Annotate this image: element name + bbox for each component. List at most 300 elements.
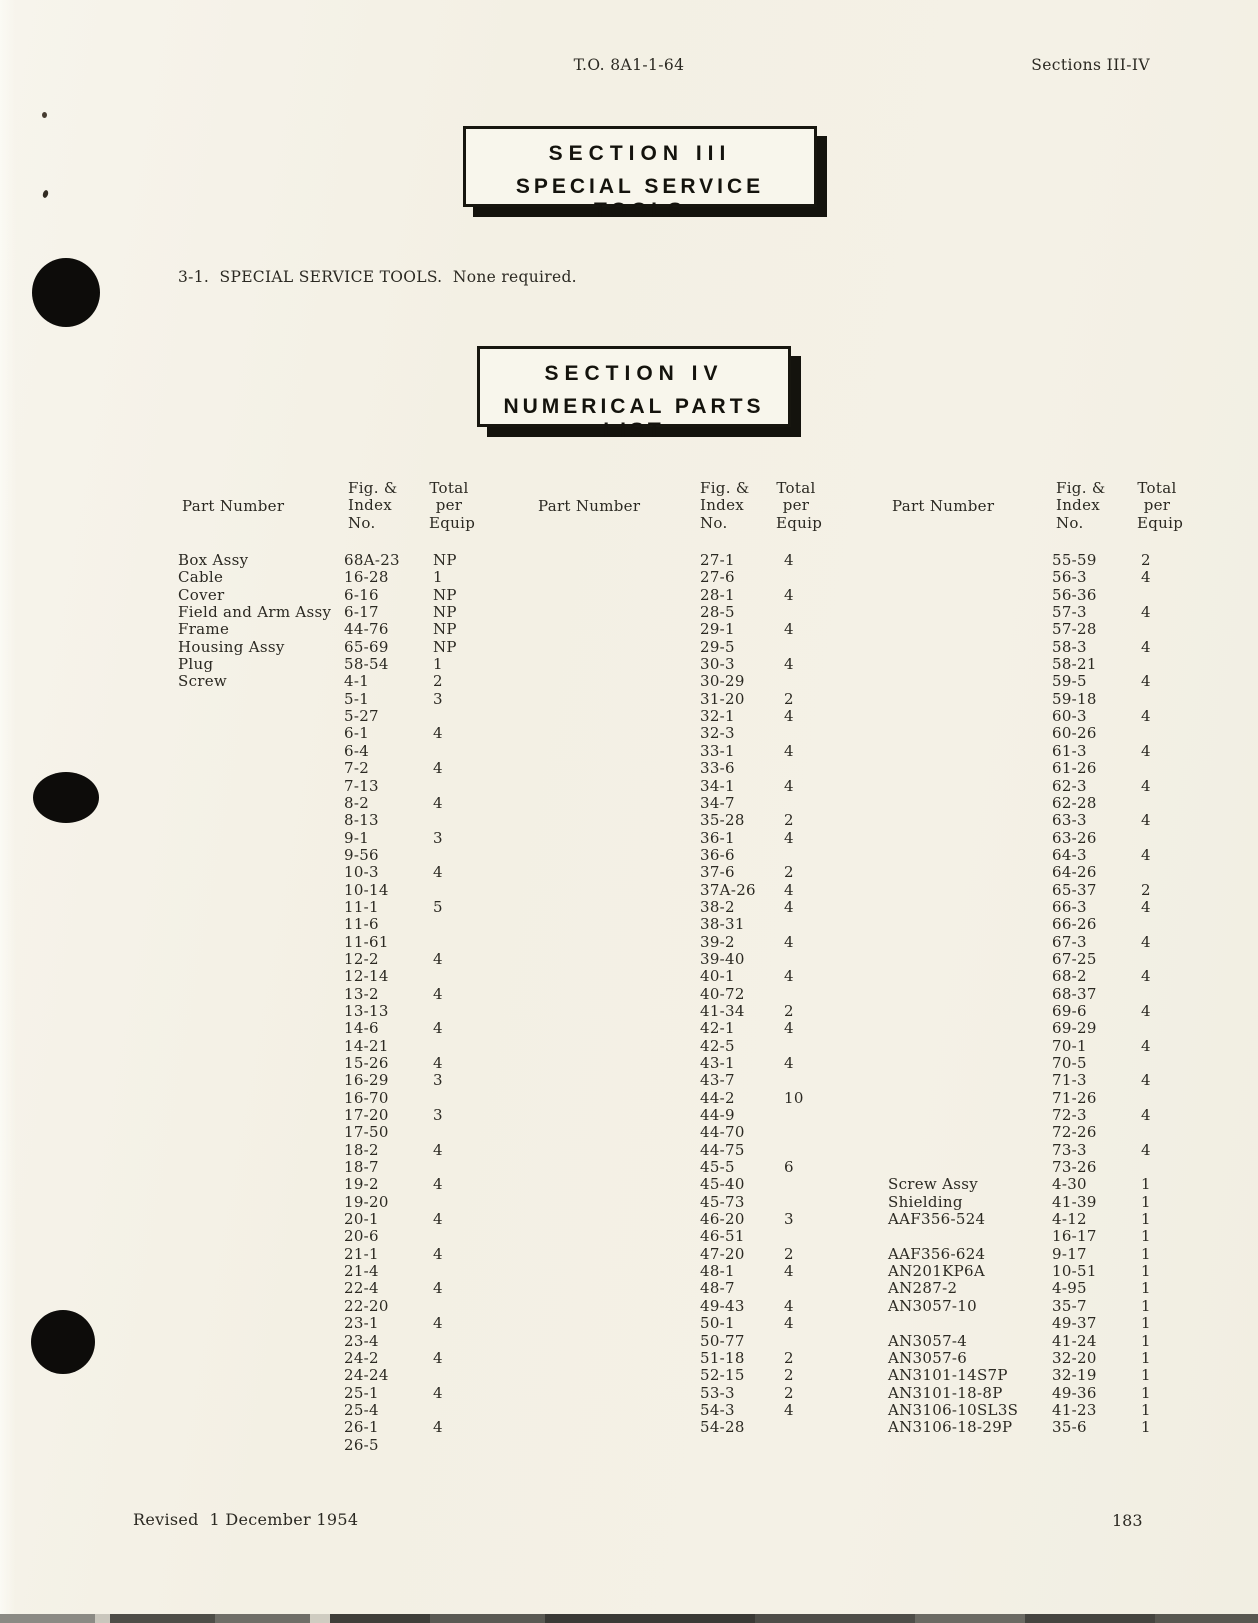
part-number-cell [178, 1419, 340, 1436]
total-per-equip-cell [1133, 760, 1183, 777]
fig-index-cell: 14-6 [344, 1019, 379, 1038]
total-per-equip-cell: 1 [1141, 1383, 1151, 1402]
total-per-equip-cell [425, 743, 475, 760]
total-per-equip-cell: 2 [784, 1366, 794, 1385]
total-per-equip-cell [776, 986, 826, 1003]
fig-index-cell: 58-3 [1052, 637, 1087, 656]
table-row [508, 656, 826, 673]
table-row [888, 1124, 1187, 1141]
total-per-equip-cell [1133, 830, 1183, 847]
part-number-cell [178, 1367, 340, 1384]
fig-index-cell: 4-30 [1052, 1175, 1087, 1194]
total-per-equip-cell: 2 [784, 1001, 794, 1020]
table-row [888, 916, 1187, 933]
fig-index-cell: 44-70 [700, 1123, 745, 1142]
part-number-cell [178, 1159, 340, 1176]
total-per-equip-cell: 4 [784, 1400, 794, 1419]
table-row [178, 795, 479, 812]
total-per-equip-cell: 4 [1141, 811, 1151, 830]
table-row [178, 569, 479, 586]
fig-index-cell: 23-4 [344, 1331, 379, 1350]
fig-index-cell: 57-3 [1052, 603, 1087, 622]
fig-index-cell: 25-1 [344, 1383, 379, 1402]
total-per-equip-cell: 3 [433, 828, 443, 847]
total-per-equip-cell: 1 [1141, 1244, 1151, 1263]
table-row [508, 934, 826, 951]
parts-table-group-2 [508, 480, 826, 1437]
fig-index-cell: 48-1 [700, 1262, 735, 1281]
table-row [888, 1020, 1187, 1037]
total-per-equip-cell [1133, 951, 1183, 968]
table-row [508, 1211, 826, 1228]
part-number-cell [888, 1072, 1048, 1089]
table-row [508, 1124, 826, 1141]
total-per-equip-cell [1133, 1090, 1183, 1107]
fig-index-cell: 34-7 [700, 793, 735, 812]
part-number-cell [888, 778, 1048, 795]
table-row [178, 1090, 479, 1107]
part-number-cell: AN3057-6 [888, 1348, 968, 1367]
total-per-equip-cell [425, 1159, 475, 1176]
total-per-equip-cell [776, 639, 826, 656]
table-row [888, 1194, 1187, 1211]
total-per-equip-cell: 2 [433, 672, 443, 691]
table-row [888, 621, 1187, 638]
fig-index-cell: 41-39 [1052, 1192, 1097, 1211]
fig-index-cell: 61-3 [1052, 741, 1087, 760]
table-row [508, 673, 826, 690]
fig-index-cell: 62-28 [1052, 793, 1097, 812]
table-row [508, 1350, 826, 1367]
part-number-cell [508, 1350, 696, 1367]
table-row [888, 587, 1187, 604]
fig-index-cell: 67-3 [1052, 932, 1087, 951]
column-header-fig-index: Fig. & Index No. [348, 479, 398, 532]
part-number-cell [178, 1003, 340, 1020]
total-per-equip-cell [1133, 1020, 1183, 1037]
table-row [508, 587, 826, 604]
part-number-cell [888, 569, 1048, 586]
binder-hole-dot [33, 772, 99, 823]
table-row [508, 1107, 826, 1124]
total-per-equip-cell: 1 [1141, 1348, 1151, 1367]
part-number-cell [508, 1228, 696, 1245]
fig-index-cell: 11-1 [344, 897, 379, 916]
table-row [178, 1367, 479, 1384]
part-number-cell [178, 1385, 340, 1402]
paragraph-3-1: 3-1. SPECIAL SERVICE TOOLS. None required. [178, 268, 577, 286]
fig-index-cell: 68-2 [1052, 967, 1087, 986]
part-number-cell [508, 691, 696, 708]
table-row [888, 830, 1187, 847]
fig-index-cell: 66-3 [1052, 897, 1087, 916]
table-row [888, 1298, 1187, 1315]
part-number-cell [508, 1367, 696, 1384]
table-row [508, 1263, 826, 1280]
total-per-equip-cell: 4 [784, 1262, 794, 1281]
part-number-cell [178, 1211, 340, 1228]
part-number-cell [508, 1211, 696, 1228]
table-row [888, 1385, 1187, 1402]
table-row [888, 1003, 1187, 1020]
part-number-cell [178, 1142, 340, 1159]
total-per-equip-cell: 4 [433, 1314, 443, 1333]
fig-index-cell: 49-43 [700, 1296, 745, 1315]
part-number-cell [178, 1107, 340, 1124]
total-per-equip-cell [776, 951, 826, 968]
total-per-equip-cell: 4 [1141, 967, 1151, 986]
total-per-equip-cell: 1 [1141, 1210, 1151, 1229]
fig-index-cell: 10-51 [1052, 1262, 1097, 1281]
total-per-equip-cell: 4 [784, 828, 794, 847]
total-per-equip-cell [1133, 986, 1183, 1003]
total-per-equip-cell: 4 [784, 585, 794, 604]
total-per-equip-cell [425, 968, 475, 985]
total-per-equip-cell: 4 [784, 655, 794, 674]
column-header-fig-index: Fig. & Index No. [700, 479, 750, 532]
table-row [178, 1315, 479, 1332]
total-per-equip-cell [776, 1194, 826, 1211]
part-number-cell: Plug [178, 655, 214, 674]
part-number-cell [178, 847, 340, 864]
fig-index-cell: 72-26 [1052, 1123, 1097, 1142]
part-number-cell [888, 691, 1048, 708]
total-per-equip-cell [425, 1038, 475, 1055]
fig-index-cell: 33-6 [700, 759, 735, 778]
total-per-equip-cell [776, 847, 826, 864]
table-row [178, 1142, 479, 1159]
fig-index-cell: 60-3 [1052, 707, 1087, 726]
total-per-equip-cell: 1 [433, 568, 443, 587]
total-per-equip-cell: 4 [433, 984, 443, 1003]
total-per-equip-cell [425, 778, 475, 795]
part-number-cell [508, 552, 696, 569]
table-row [508, 778, 826, 795]
fig-index-cell: 58-21 [1052, 655, 1097, 674]
fig-index-cell: 10-3 [344, 863, 379, 882]
fig-index-cell: 65-69 [344, 637, 389, 656]
part-number-cell [508, 1072, 696, 1089]
part-number-cell: Cable [178, 568, 224, 587]
table-row [178, 1333, 479, 1350]
total-per-equip-cell [425, 1228, 475, 1245]
table-row [888, 552, 1187, 569]
total-per-equip-cell: 4 [1141, 672, 1151, 691]
table-row [888, 1315, 1187, 1332]
total-per-equip-cell [776, 673, 826, 690]
fig-index-cell: 51-18 [700, 1348, 745, 1367]
table-row [178, 691, 479, 708]
fig-index-cell: 73-26 [1052, 1158, 1097, 1177]
table-row [508, 795, 826, 812]
fig-index-cell: 27-1 [700, 551, 735, 570]
fig-index-cell: 52-15 [700, 1366, 745, 1385]
footer-revision-date: Revised 1 December 1954 [133, 1510, 359, 1529]
part-number-cell [178, 1228, 340, 1245]
part-number-cell [508, 708, 696, 725]
fig-index-cell: 48-7 [700, 1279, 735, 1298]
fig-index-cell: 15-26 [344, 1054, 389, 1072]
table-row [888, 795, 1187, 812]
part-number-cell [508, 916, 696, 933]
total-per-equip-cell [425, 1194, 475, 1211]
part-number-cell: AN201KP6A [888, 1262, 985, 1281]
part-number-cell [888, 847, 1048, 864]
part-number-cell [888, 1159, 1048, 1176]
total-per-equip-cell: 4 [1141, 741, 1151, 760]
total-per-equip-cell [1133, 1055, 1183, 1072]
table-row [508, 864, 826, 881]
total-per-equip-cell: 1 [1141, 1192, 1151, 1211]
part-number-cell [178, 1176, 340, 1193]
table-row [888, 708, 1187, 725]
part-number-cell [178, 708, 340, 725]
table-row [178, 968, 479, 985]
total-per-equip-cell [776, 1038, 826, 1055]
scan-speck [42, 189, 49, 198]
part-number-cell [178, 1194, 340, 1211]
part-number-cell [178, 1298, 340, 1315]
fig-index-cell: 64-26 [1052, 863, 1097, 882]
fig-index-cell: 43-1 [700, 1054, 735, 1072]
table-row [888, 1055, 1187, 1072]
total-per-equip-cell: 4 [433, 863, 443, 882]
part-number-cell [178, 1333, 340, 1350]
fig-index-cell: 38-31 [700, 915, 745, 934]
part-number-cell: AN3106-10SL3S [888, 1400, 1019, 1419]
fig-index-cell: 5-1 [344, 689, 370, 708]
part-number-cell [888, 725, 1048, 742]
table-row [888, 1176, 1187, 1193]
table-row [178, 1280, 479, 1297]
total-per-equip-cell: 4 [784, 776, 794, 795]
fig-index-cell: 39-2 [700, 932, 735, 951]
table-row [508, 743, 826, 760]
part-number-cell [888, 743, 1048, 760]
table-row [508, 968, 826, 985]
table-row [178, 830, 479, 847]
column-header-part-number: Part Number [538, 496, 641, 515]
part-number-cell [508, 1315, 696, 1332]
fig-index-cell: 63-3 [1052, 811, 1087, 830]
part-number-cell [888, 812, 1048, 829]
table-row [888, 1246, 1187, 1263]
total-per-equip-cell: 4 [433, 1383, 443, 1402]
fig-index-cell: 18-2 [344, 1140, 379, 1159]
table-row [888, 812, 1187, 829]
table-row [508, 1090, 826, 1107]
part-number-cell [508, 1159, 696, 1176]
table-row [178, 1003, 479, 1020]
total-per-equip-cell: 4 [433, 949, 443, 968]
part-number-cell [508, 864, 696, 881]
part-number-cell [888, 1124, 1048, 1141]
fig-index-cell: 16-28 [344, 568, 389, 587]
total-per-equip-cell: 4 [433, 793, 443, 812]
part-number-cell [508, 1142, 696, 1159]
part-number-cell [888, 1003, 1048, 1020]
total-per-equip-cell [1133, 621, 1183, 638]
table-row [888, 1228, 1187, 1245]
total-per-equip-cell: 1 [1141, 1296, 1151, 1315]
table-row [888, 1419, 1187, 1436]
table-row [888, 951, 1187, 968]
total-per-equip-cell [776, 725, 826, 742]
fig-index-cell: 54-28 [700, 1418, 745, 1437]
table-row [178, 552, 479, 569]
fig-index-cell: 9-1 [344, 828, 370, 847]
total-per-equip-cell [425, 882, 475, 899]
total-per-equip-cell: NP [433, 603, 457, 622]
part-number-cell [178, 882, 340, 899]
fig-index-cell: 30-3 [700, 655, 735, 674]
table-row [178, 1228, 479, 1245]
total-per-equip-cell: 3 [433, 1071, 443, 1090]
part-number-cell [508, 1419, 696, 1436]
table-row [508, 1246, 826, 1263]
total-per-equip-cell [1133, 916, 1183, 933]
table-rows-group-2 [508, 552, 826, 1437]
part-number-cell [888, 604, 1048, 621]
part-number-cell [178, 1315, 340, 1332]
table-row [508, 760, 826, 777]
table-row [178, 656, 479, 673]
total-per-equip-cell [425, 916, 475, 933]
part-number-cell [888, 1055, 1048, 1072]
fig-index-cell: 36-6 [700, 845, 735, 864]
table-row [508, 951, 826, 968]
fig-index-cell: 22-20 [344, 1296, 389, 1315]
total-per-equip-cell: 4 [433, 1019, 443, 1038]
table-row [508, 1003, 826, 1020]
table-row [888, 760, 1187, 777]
total-per-equip-cell [776, 1280, 826, 1297]
fig-index-cell: 50-77 [700, 1331, 745, 1350]
total-per-equip-cell: NP [433, 585, 457, 604]
part-number-cell: AN3057-10 [888, 1296, 977, 1315]
part-number-cell [178, 1090, 340, 1107]
part-number-cell [508, 1055, 696, 1072]
fig-index-cell: 11-61 [344, 932, 389, 951]
total-per-equip-cell: 5 [433, 897, 443, 916]
table-row [888, 1142, 1187, 1159]
part-number-cell [508, 1107, 696, 1124]
total-per-equip-cell: 6 [784, 1158, 794, 1177]
fig-index-cell: 29-5 [700, 637, 735, 656]
fig-index-cell: 53-3 [700, 1383, 735, 1402]
part-number-cell [508, 847, 696, 864]
part-number-cell [508, 1246, 696, 1263]
table-row [888, 604, 1187, 621]
table-row [508, 812, 826, 829]
part-number-cell [178, 760, 340, 777]
fig-index-cell: 27-6 [700, 568, 735, 587]
fig-index-cell: 44-9 [700, 1106, 735, 1125]
part-number-cell [888, 1228, 1048, 1245]
total-per-equip-cell: 4 [784, 967, 794, 986]
fig-index-cell: 68A-23 [344, 551, 400, 570]
table-row [178, 743, 479, 760]
table-row [508, 1194, 826, 1211]
column-header-part-number: Part Number [182, 496, 285, 515]
table-row [178, 1385, 479, 1402]
total-per-equip-cell [776, 1419, 826, 1436]
table-row [888, 986, 1187, 1003]
table-row [508, 552, 826, 569]
parts-table-group-1 [178, 480, 479, 1454]
total-per-equip-cell [776, 795, 826, 812]
fig-index-cell: 58-54 [344, 655, 389, 674]
table-row [888, 1107, 1187, 1124]
total-per-equip-cell: 4 [1141, 776, 1151, 795]
total-per-equip-cell [425, 847, 475, 864]
table-row [508, 1020, 826, 1037]
fig-index-cell: 16-29 [344, 1071, 389, 1090]
total-per-equip-cell [425, 1333, 475, 1350]
fig-index-cell: 66-26 [1052, 915, 1097, 934]
part-number-cell [178, 968, 340, 985]
fig-index-cell: 36-1 [700, 828, 735, 847]
fig-index-cell: 14-21 [344, 1036, 389, 1055]
sections-label: Sections III-IV [1031, 56, 1150, 74]
fig-index-cell: 16-70 [344, 1088, 389, 1107]
table-row [508, 1055, 826, 1072]
table-row [178, 1211, 479, 1228]
total-per-equip-cell: 1 [433, 655, 443, 674]
table-row [888, 639, 1187, 656]
fig-index-cell: 19-2 [344, 1175, 379, 1194]
table-row [178, 587, 479, 604]
table-row [178, 1263, 479, 1280]
fig-index-cell: 41-24 [1052, 1331, 1097, 1350]
total-per-equip-cell: 4 [1141, 568, 1151, 587]
part-number-cell [888, 934, 1048, 951]
table-row [178, 1419, 479, 1436]
total-per-equip-cell: NP [433, 637, 457, 656]
table-row [888, 968, 1187, 985]
table-row [178, 951, 479, 968]
part-number-cell [178, 778, 340, 795]
part-number-cell [178, 691, 340, 708]
total-per-equip-cell: 1 [1141, 1227, 1151, 1246]
fig-index-cell: 71-26 [1052, 1088, 1097, 1107]
fig-index-cell: 8-2 [344, 793, 370, 812]
total-per-equip-cell: 4 [784, 1314, 794, 1333]
fig-index-cell: 21-4 [344, 1262, 379, 1281]
fig-index-cell: 41-34 [700, 1001, 745, 1020]
fig-index-cell: 9-56 [344, 845, 379, 864]
fig-index-cell: 4-95 [1052, 1279, 1087, 1298]
total-per-equip-cell: 1 [1141, 1400, 1151, 1419]
part-number-cell [178, 951, 340, 968]
part-number-cell [888, 1107, 1048, 1124]
table-row [178, 1072, 479, 1089]
total-per-equip-cell [776, 569, 826, 586]
part-number-cell [508, 587, 696, 604]
table-row [888, 691, 1187, 708]
fig-index-cell: 45-5 [700, 1158, 735, 1177]
table-row [178, 621, 479, 638]
fig-index-cell: 12-2 [344, 949, 379, 968]
total-per-equip-cell: 4 [784, 741, 794, 760]
part-number-cell: AN3101-14S7P [888, 1366, 1008, 1385]
fig-index-cell: 37-6 [700, 863, 735, 882]
total-per-equip-cell: 4 [433, 1054, 443, 1072]
part-number-cell [178, 1124, 340, 1141]
total-per-equip-cell: 4 [1141, 1036, 1151, 1055]
part-number-cell [888, 656, 1048, 673]
part-number-cell: AN3057-4 [888, 1331, 968, 1350]
